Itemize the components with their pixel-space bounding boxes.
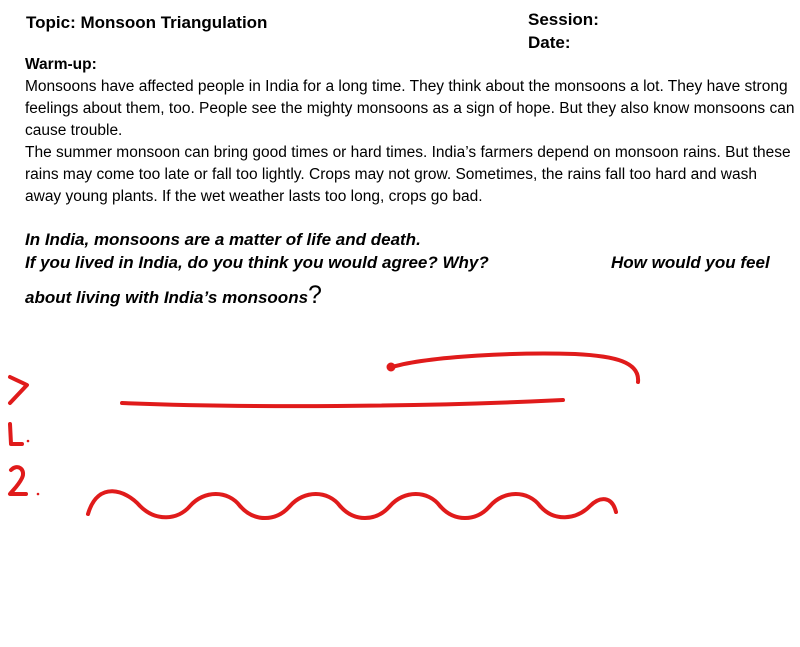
arrow-symbol <box>10 377 27 403</box>
topic-title: Topic: Monsoon Triangulation <box>26 13 268 32</box>
question-line-4-text: about living with India’s monsoons <box>25 288 309 307</box>
number-1-dot <box>27 440 30 443</box>
warmup-paragraph-2: The summer monsoon can bring good times or hard times. India’s farmers depend on monsoon rains. But these rains may come too late or fall too lightly. Crops may not grow. Sometimes, the rains fall too hard and wash away young plants. If the wet weather lasts too long, crops go bad. <box>25 144 791 205</box>
warmup-paragraph-1: Monsoons have affected people in India for a long time. They think about the monsoons a lot. They have strong feelings about them, too. People see the mighty monsoons as a sign of hope. But they also know monsoons can cause trouble. <box>25 78 795 139</box>
wavy-line <box>88 491 616 518</box>
number-2 <box>10 467 26 494</box>
number-1 <box>10 424 22 444</box>
session-label: Session: <box>528 10 599 29</box>
arrow-head-dot <box>389 365 394 370</box>
question-line-2: If you lived in India, do you think you would agree? Why? <box>25 253 489 272</box>
warmup-heading: Warm-up: <box>25 56 97 73</box>
question-line-3: How would you feel <box>611 253 770 272</box>
question-line-1: In India, monsoons are a matter of life and death. <box>25 230 421 249</box>
number-2-dot <box>37 493 40 496</box>
underline-stroke <box>122 400 563 406</box>
curved-arrow-stroke <box>392 354 638 382</box>
date-label: Date: <box>528 33 571 52</box>
question-mark: ? <box>308 281 322 309</box>
